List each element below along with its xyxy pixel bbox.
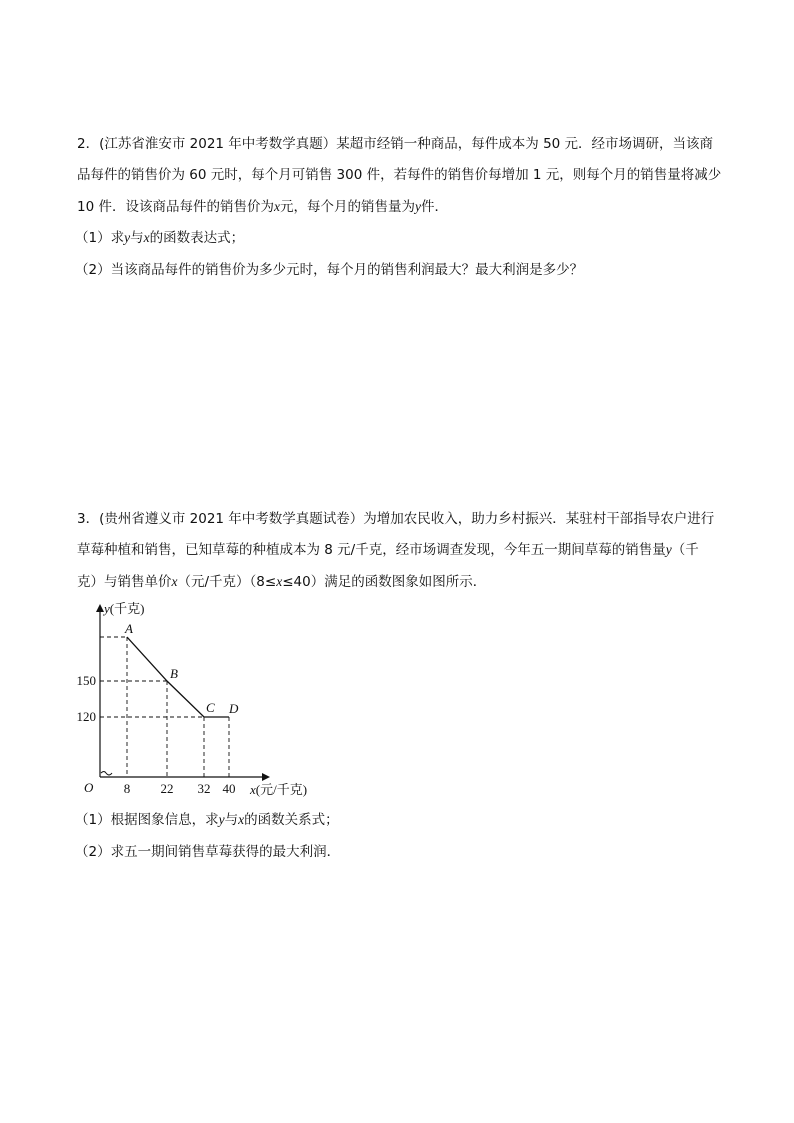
- q3-line-2: 草莓种植和销售，已知草莓的种植成本为 8 元/千克，经市场调查发现，今年五一期间草莓的销售量y（千: [77, 542, 699, 558]
- q3-line-3: 克）与销售单价x（元/千克）（8≤x≤40）满足的函数图象如图所示．: [77, 574, 487, 590]
- q2-part-1: （1）求y与x的函数表达式；: [75, 230, 245, 246]
- x-axis-arrow: [262, 773, 270, 781]
- x-axis-label: x(元/千克): [250, 782, 308, 797]
- origin-label: O: [84, 780, 94, 795]
- q2-line-2: 品每件的销售价为 60 元时，每个月可销售 300 件，若每件的销售价每增加 1 元，则每个月的销售量将减少: [77, 167, 722, 183]
- var-x: x: [273, 199, 280, 214]
- point-label-C: C: [206, 700, 215, 715]
- q2-line-1: 2．(江苏省淮安市 2021 年中考数学真题）某超市经销一种商品，每件成本为 50 元．经市场调研，当该商: [77, 136, 714, 152]
- y-axis-label: y(千克): [104, 601, 145, 616]
- var-y: y: [414, 199, 421, 214]
- x-tick-label-40: 40: [222, 781, 236, 796]
- q3-part-2: （2）求五一期间销售草莓获得的最大利润．: [75, 844, 341, 860]
- point-label-A: A: [125, 621, 133, 636]
- q2-part-2: （2）当该商品每件的销售价为多少元时，每个月的销售利润最大？最大利润是多少？: [75, 262, 584, 278]
- q2-line-3: 10 件．设该商品每件的销售价为x元，每个月的销售量为y件．: [77, 199, 448, 215]
- x-tick-label-22: 22: [160, 781, 174, 796]
- point-label-B: B: [170, 666, 178, 681]
- q3-part-1: （1）根据图象信息，求y与x的函数关系式；: [75, 812, 339, 828]
- y-axis-arrow: [96, 604, 104, 612]
- y-tick-label-150: 150: [76, 673, 96, 688]
- q3-line-1: 3．(贵州省遵义市 2021 年中考数学真题试卷）为增加农民收入，助力乡村振兴．某驻村干部指导农户进行: [77, 511, 715, 527]
- point-label-D: D: [229, 701, 239, 716]
- x-tick-label-8: 8: [123, 781, 131, 796]
- axis-break-icon: [101, 772, 112, 776]
- y-tick-label-120: 120: [76, 709, 96, 724]
- x-tick-label-32: 32: [197, 781, 211, 796]
